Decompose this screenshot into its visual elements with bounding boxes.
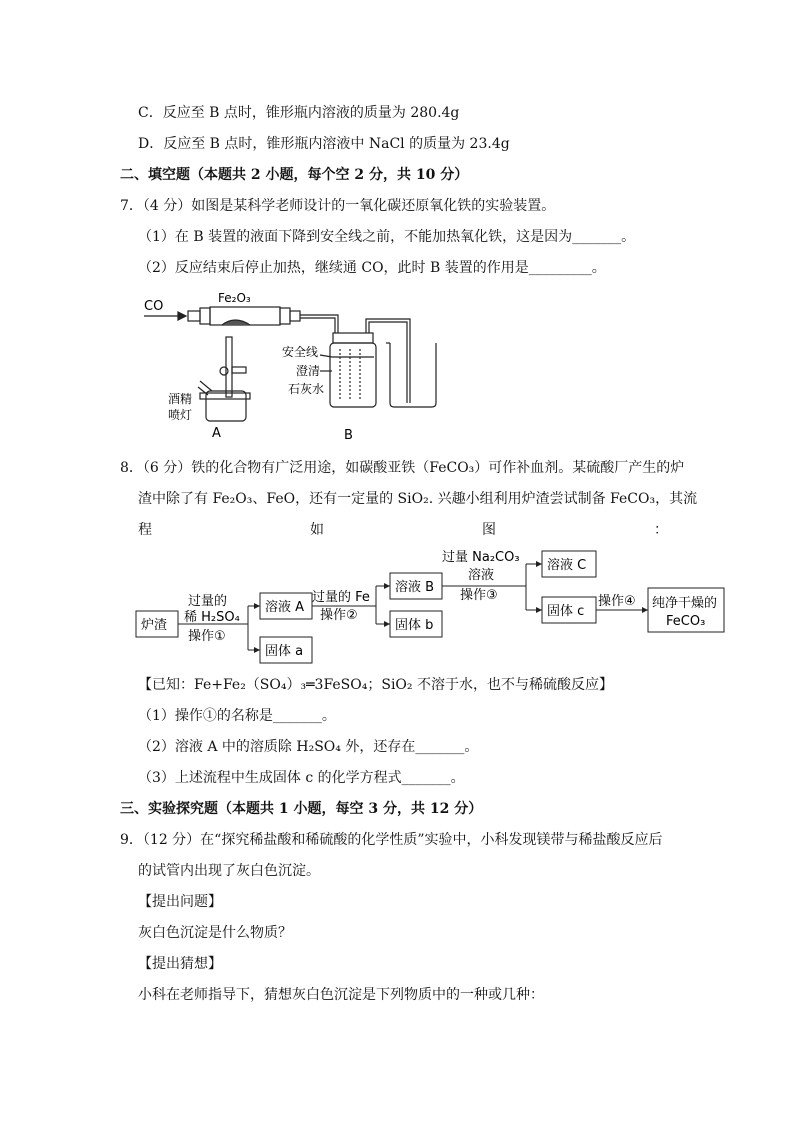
flow-op2: 操作② <box>320 608 358 623</box>
flow-sol-b: 溶液 B <box>395 580 435 595</box>
q8-line3-word: 图 <box>482 522 496 538</box>
q9-h2: 【提出猜想】 <box>138 956 222 972</box>
apparatus-diagram <box>140 285 480 445</box>
q8-sub3: （3）上述流程中生成固体 c 的化学方程式_______。 <box>138 770 465 786</box>
section3-title: 三、实验探究题（本题共 1 小题，每空 3 分，共 12 分） <box>120 801 483 817</box>
flow-acid2: 稀 H₂SO₄ <box>184 610 240 625</box>
q8-line3 <box>138 520 668 540</box>
lamp-label-2: 喷灯 <box>168 408 193 422</box>
q8-line1: 8．（6 分）铁的化合物有广泛用途，如碳酸亚铁（FeCO₃）可作补血剂。某硫酸厂产生的炉 <box>120 460 685 476</box>
safety-line-label: 安全线 <box>282 345 319 359</box>
q8-line3-word: 程 <box>138 522 152 538</box>
flow-sol-c: 溶液 C <box>547 558 587 573</box>
q8-line3-word: 如 <box>310 522 324 538</box>
flow-na1: 过量 Na₂CO₃ <box>442 550 520 565</box>
q8-sub1: （1）操作①的名称是_______。 <box>138 708 336 724</box>
section2-title: 二、填空题（本题共 2 小题，每个空 2 分，共 10 分） <box>120 167 469 183</box>
q7-sub2: （2）反应结束后停止加热，继续通 CO，此时 B 装置的作用是_________。 <box>138 260 606 276</box>
flow-product1: 纯净干燥的 <box>652 596 718 611</box>
flow-product2: FeCO₃ <box>666 614 706 629</box>
lamp-label-1: 酒精 <box>168 392 193 406</box>
limewater-label-2: 石灰水 <box>288 382 325 396</box>
flow-slag: 炉渣 <box>141 618 168 633</box>
q8-line2: 渣中除了有 Fe₂O₃、FeO，还有一定量的 SiO₂. 兴趣小组利用炉渣尝试制备 FeCO₃，其流 <box>138 491 698 507</box>
co-label: CO <box>144 299 164 314</box>
flow-na2: 溶液 <box>468 568 495 583</box>
label-b: B <box>344 428 353 443</box>
flow-solid-b: 固体 b <box>395 618 434 633</box>
limewater-label-1: 澄清 <box>296 364 321 378</box>
flow-solid-a: 固体 a <box>265 644 304 659</box>
label-a: A <box>212 426 221 441</box>
q9-line1: 9．（12 分）在“探究稀盐酸和稀硫酸的化学性质”实验中，小科发现镁带与稀盐酸反应后 <box>120 832 663 848</box>
q8-known: 【已知：Fe+Fe₂（SO₄）₃═3FeSO₄；SiO₂ 不溶于水，也不与稀硫酸反应】 <box>138 677 613 693</box>
flow-op4: 操作④ <box>598 594 636 609</box>
flow-chart <box>130 545 730 670</box>
flow-sol-a: 溶液 A <box>265 600 305 615</box>
q9-p1: 灰白色沉淀是什么物质？ <box>138 925 292 941</box>
fe2o3-label: Fe₂O₃ <box>218 291 251 305</box>
q7-stem: 7．（4 分）如图是某科学老师设计的一氧化碳还原氧化铁的实验装置。 <box>120 198 556 214</box>
flow-op1: 操作① <box>188 629 226 644</box>
option-d: D．反应至 B 点时，锥形瓶内溶液中 NaCl 的质量为 23.4g <box>138 136 510 152</box>
flow-fe: 过量的 Fe <box>312 590 370 605</box>
flow-solid-c: 固体 c <box>547 604 585 619</box>
q9-line2: 的试管内出现了灰白色沉淀。 <box>138 863 320 879</box>
flow-acid1: 过量的 <box>188 594 228 609</box>
option-c: C．反应至 B 点时，锥形瓶内溶液的质量为 280.4g <box>138 105 460 121</box>
q8-sub2: （2）溶液 A 中的溶质除 H₂SO₄ 外，还存在_______。 <box>138 739 479 755</box>
q8-line3-word: ： <box>654 522 668 538</box>
q9-h1: 【提出问题】 <box>138 894 222 910</box>
flow-op3: 操作③ <box>460 588 498 603</box>
q7-sub1: （1）在 B 装置的液面下降到安全线之前，不能加热氧化铁，这是因为_______。 <box>138 229 636 245</box>
q9-p2: 小科在老师指导下，猜想灰白色沉淀是下列物质中的一种或几种： <box>138 987 544 1003</box>
